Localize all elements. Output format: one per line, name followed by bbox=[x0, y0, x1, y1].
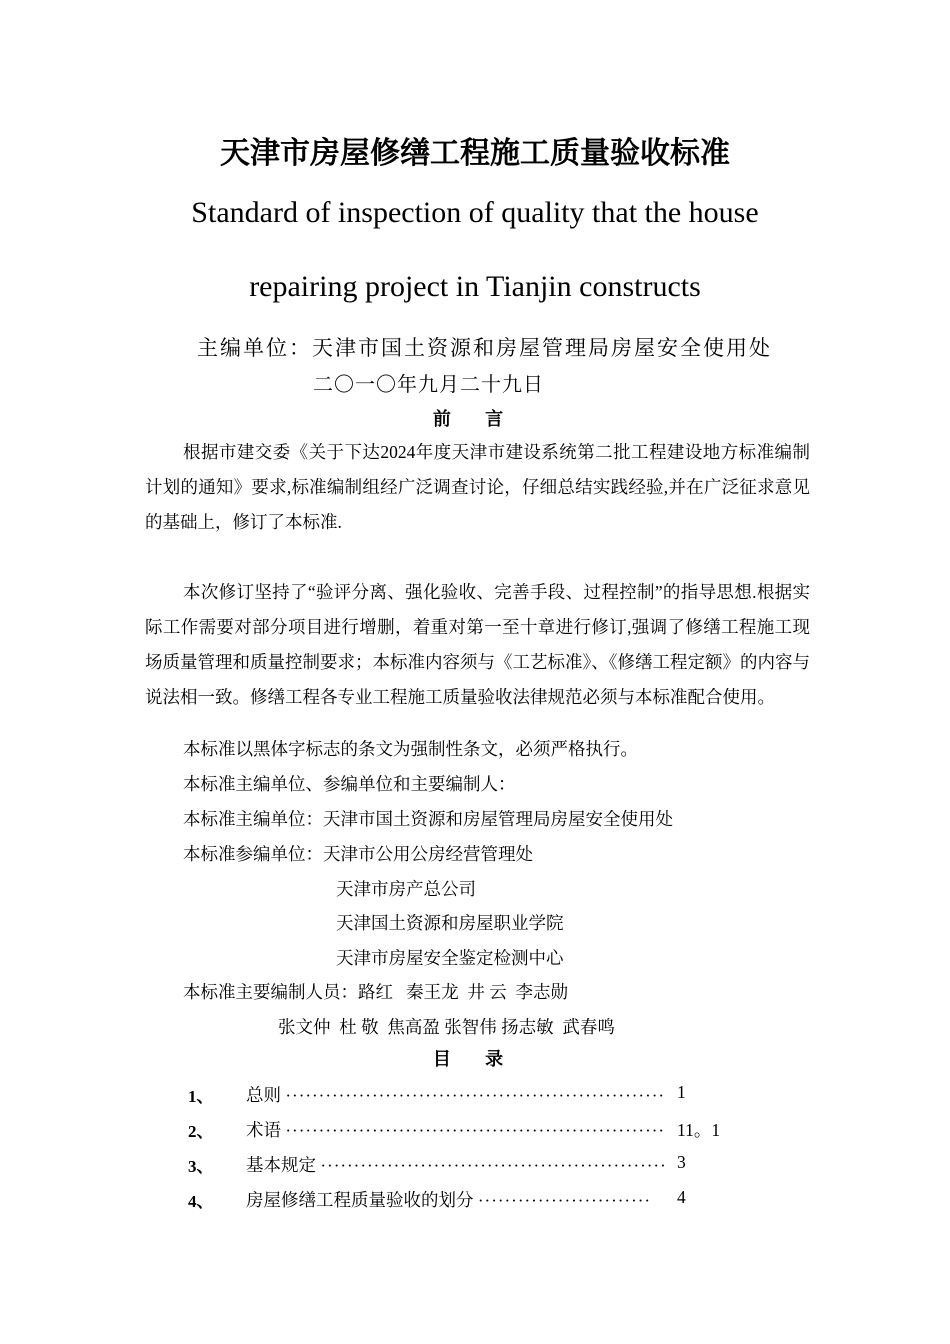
toc-entry-link[interactable] bbox=[246, 1187, 651, 1212]
toc-entry-page: 11。1 bbox=[677, 1120, 721, 1140]
foreword-paragraph-2: 本次修订坚持了“验评分离、强化验收、完善手段、过程控制”的指导思想.根据实际工作需要对部分项目进行增删，着重对第一至十章进行修订,强调了修缮工程施工现场质量管理和质量控制要求；本标准内容须与《工艺标准》、《修缮工程定额》的内容与说法相一致。修缮工程各专业工程施工质量验收法律规范必须与本标准配合使用。 bbox=[145, 582, 810, 707]
toc-leader-dots: ···················································· bbox=[320, 1156, 667, 1175]
chief-unit-line: 本标准主编单位：天津市国土资源和房屋管理局房屋安全使用处 bbox=[183, 809, 673, 829]
toc-entry-title: 房屋修缮工程质量验收的划分 bbox=[246, 1190, 474, 1210]
authors-line-2: 张文仲 杜 敬 焦高盈 张智伟 扬志敏 武春鸣 bbox=[278, 1017, 615, 1037]
toc-entry-page: 1 bbox=[677, 1082, 686, 1102]
title-chinese: 天津市房屋修缮工程施工质量验收标准 bbox=[220, 136, 730, 171]
publication-date: 二〇一〇年九月二十九日 bbox=[313, 372, 544, 396]
participating-units-line: 本标准参编单位：天津市公用公房经营管理处 bbox=[183, 844, 533, 864]
participating-unit-4: 天津市房屋安全鉴定检测中心 bbox=[336, 948, 564, 968]
authors-line-1: 本标准主要编制人员：路红 秦王龙 井 云 李志勋 bbox=[183, 982, 568, 1002]
toc-entry-number: 3、 bbox=[188, 1157, 214, 1176]
toc-entry-link[interactable] bbox=[246, 1082, 665, 1107]
toc-entry-number: 4、 bbox=[188, 1192, 214, 1211]
toc-entry-number: 1、 bbox=[188, 1087, 214, 1106]
participating-unit-3: 天津国土资源和房屋职业学院 bbox=[336, 913, 564, 933]
toc-entry-page: 4 bbox=[677, 1187, 686, 1207]
foreword-paragraph-1: 根据市建交委《关于下达2024年度天津市建设系统第二批工程建设地方标准编制计划的通知》要求,标准编制组经广泛调查讨论，仔细总结实践经验,并在广泛征求意见的基础上，修订了本标准. bbox=[145, 442, 810, 532]
mandatory-note: 本标准以黑体字标志的条文为强制性条文，必须严格执行。 bbox=[183, 739, 638, 759]
title-english-line-1: Standard of inspection of quality that the house bbox=[191, 196, 759, 229]
title-english-line-2: repairing project in Tianjin constructs bbox=[249, 270, 701, 303]
toc-leader-dots: ·························· bbox=[477, 1191, 652, 1210]
toc-entry-link[interactable] bbox=[246, 1152, 667, 1177]
toc-entry-number: 2、 bbox=[188, 1122, 214, 1141]
toc-entry-title: 总则 bbox=[246, 1085, 281, 1105]
toc-leader-dots: ························································· bbox=[285, 1086, 666, 1105]
chief-editor-unit: 主编单位：天津市国土资源和房屋管理局房屋安全使用处 bbox=[197, 336, 772, 360]
toc-entry-title: 基本规定 bbox=[246, 1155, 316, 1175]
toc-entry-title: 术语 bbox=[246, 1120, 281, 1140]
units-intro: 本标准主编单位、参编单位和主要编制人： bbox=[183, 774, 516, 794]
participating-unit-2: 天津市房产总公司 bbox=[336, 879, 476, 899]
toc-heading: 目 录 bbox=[432, 1049, 518, 1070]
toc-leader-dots: ························································· bbox=[285, 1121, 666, 1140]
toc-entry-link[interactable] bbox=[246, 1117, 665, 1142]
foreword-heading: 前 言 bbox=[432, 409, 518, 430]
toc-entry-page: 3 bbox=[677, 1152, 686, 1172]
